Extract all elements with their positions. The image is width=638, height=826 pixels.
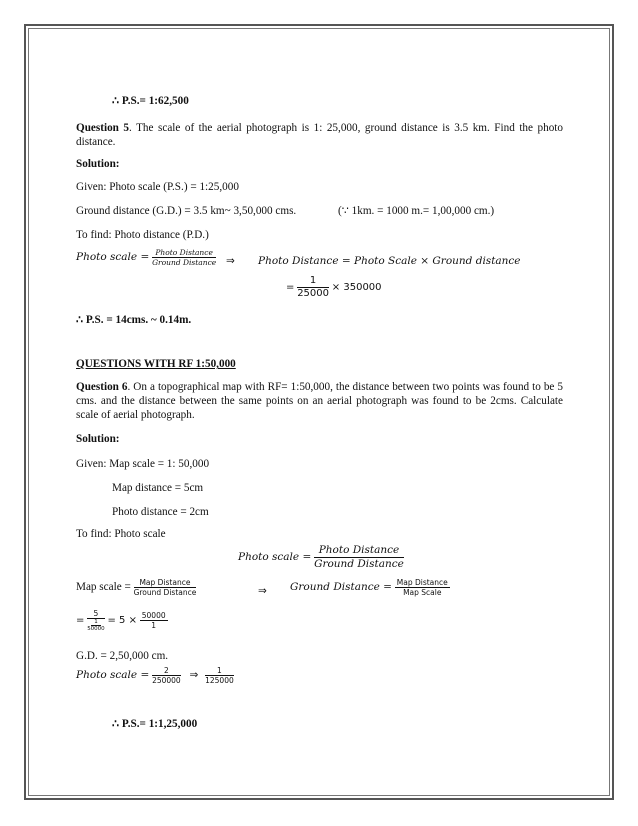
eq5-equals: = [76, 615, 85, 627]
question-5 [76, 121, 563, 149]
eq5-inner-fraction [87, 619, 105, 632]
eq5-fraction-2 [140, 611, 168, 630]
eq6-denominator: 250000 [152, 676, 181, 685]
equation-ground-distance-calc [76, 609, 168, 632]
equation-photo-scale-definition [76, 248, 216, 267]
eq4-denominator-2: Map Scale [403, 588, 442, 597]
given-photo-distance: Photo distance = 2cm [112, 506, 209, 518]
eq4-numerator-2: Map Distance [396, 578, 448, 587]
eq1-rhs: Photo Distance = Photo Scale × Ground distance [258, 255, 521, 267]
eq5-inner-denominator: 50000 [87, 626, 105, 632]
eq6-numerator-2: 1 [205, 666, 234, 676]
eq1-arrow: ⇒ [226, 255, 235, 267]
eq4-rhs: Ground Distance = [290, 581, 392, 594]
eq3-lhs: Photo scale = [238, 551, 312, 564]
eq6-numerator: 2 [152, 666, 181, 676]
equation-photo-scale-result [76, 666, 234, 685]
answer-line-1: ∴ P.S.= 1:62,500 [112, 95, 189, 107]
solution-heading-1: Solution: [76, 158, 120, 170]
eq2-equals: = [286, 282, 295, 294]
eq4-lhs: Map scale = [76, 581, 131, 594]
eq5-numerator: 5 [87, 609, 105, 619]
given-map-scale: Given: Map scale = 1: 50,000 [76, 458, 210, 470]
solution-heading-2: Solution: [76, 433, 120, 445]
given-ground-distance: Ground distance (G.D.) = 3.5 km~ 3,50,000 cms. [76, 205, 297, 217]
to-find-photo-distance: To find: Photo distance (P.D.) [76, 229, 209, 241]
eq4-fraction [134, 578, 197, 597]
eq4-arrow: ⇒ [258, 585, 267, 597]
eq1-fraction [152, 248, 216, 267]
unit-conversion-note: (∵ 1km. = 1000 m.= 1,00,000 cm.) [338, 205, 495, 217]
given-map-distance: Map distance = 5cm [112, 482, 204, 494]
eq6-denominator-2: 125000 [205, 676, 234, 685]
eq4-fraction-2 [395, 578, 450, 597]
eq5-mid: = 5 × [107, 615, 137, 627]
equation-photo-scale-formula [238, 544, 404, 571]
equation-photo-distance-substitution [286, 275, 382, 300]
ground-distance-result: G.D. = 2,50,000 cm. [76, 650, 169, 662]
eq5-numerator-2: 50000 [141, 611, 166, 620]
eq2-denominator: 25000 [297, 288, 329, 299]
eq1-denominator: Ground Distance [152, 258, 217, 267]
eq1-lhs: Photo scale = [76, 251, 150, 264]
eq2-fraction [297, 275, 329, 300]
question-6-label: Question 6 [76, 381, 128, 393]
eq5-inner-numerator: 1 [91, 619, 101, 626]
eq2-rest: × 350000 [331, 282, 382, 294]
question-6-text: . On a topographical map with RF= 1:50,000, the distance between two points was found to be 5 cms. and the distance between the same points on an aerial photograph was found to be 2cms. Calculate scale of aerial photograph. [76, 381, 563, 421]
answer-photo-scale: ∴ P.S.= 1:1,25,000 [112, 718, 198, 730]
eq3-numerator: Photo Distance [314, 544, 404, 558]
question-5-label: Question 5 [76, 122, 129, 134]
to-find-photo-scale: To find: Photo scale [76, 528, 166, 540]
eq3-fraction [314, 544, 404, 571]
eq4-numerator: Map Distance [134, 578, 197, 588]
eq5-complex-fraction [87, 609, 105, 632]
section-heading-rf-50000: QUESTIONS WITH RF 1:50,000 [76, 358, 236, 370]
question-6 [76, 380, 563, 422]
eq5-denominator-2: 1 [151, 621, 157, 630]
answer-photo-distance: ∴ P.S. = 14cms. ~ 0.14m. [76, 314, 192, 326]
question-5-text: . The scale of the aerial photograph is 1: 25,000, ground distance is 3.5 km. Find the photo distance. [76, 122, 563, 148]
eq2-numerator: 1 [297, 275, 329, 288]
equation-map-scale [76, 578, 196, 597]
eq6-arrow: ⇒ [189, 669, 199, 682]
eq3-denominator: Ground Distance [314, 558, 404, 570]
eq6-fraction-2 [205, 666, 234, 685]
eq6-fraction [152, 666, 181, 685]
eq1-numerator: Photo Distance [152, 248, 216, 258]
given-photo-scale: Given: Photo scale (P.S.) = 1:25,000 [76, 181, 239, 193]
equation-ground-distance [290, 578, 450, 597]
eq4-denominator: Ground Distance [133, 588, 197, 597]
eq6-lhs: Photo scale = [76, 669, 150, 682]
